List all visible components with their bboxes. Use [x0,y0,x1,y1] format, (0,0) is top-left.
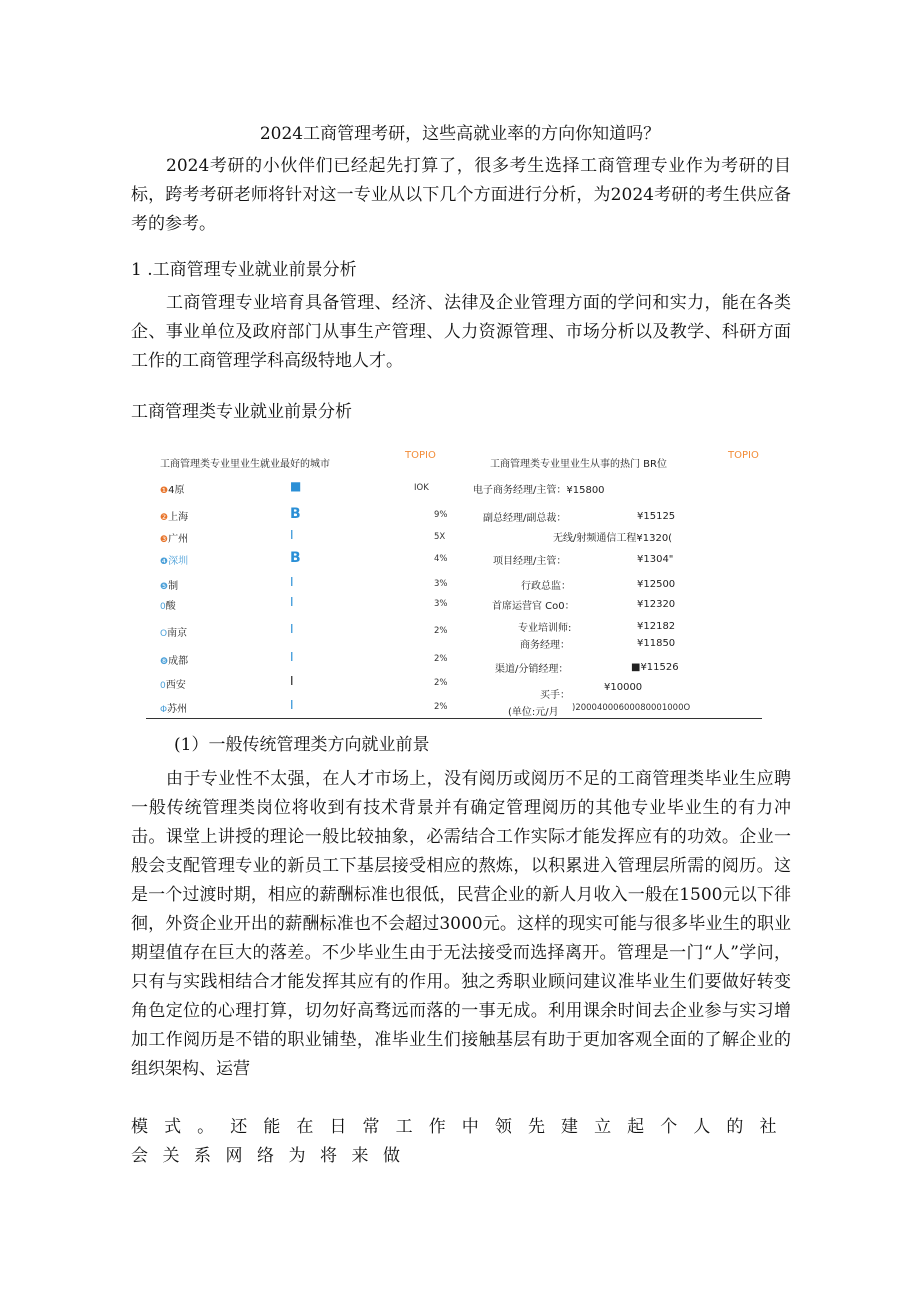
job-name: 项目经理/主管： [493,556,567,567]
city-row-label [160,481,184,496]
job-salary: ■¥11526 [631,662,679,673]
city-bar-mark: B [290,550,301,566]
job-name: 首席运营官 Co0： [492,601,575,612]
job-salary: ¥11850 [637,638,676,649]
city-row-label [160,552,188,567]
city-row-label [160,508,188,523]
job-name: 行政总监： [521,581,571,592]
sub1-heading: (1）一般传统管理类方向就业前景 [174,735,430,755]
city-row-label [160,577,178,592]
city-row-label [160,652,188,667]
city-value-label: 2% [434,702,448,712]
job-chart-top-label: TOPIO [728,450,759,461]
job-salary: ¥15125 [637,511,676,522]
city-bar-mark: ■ [290,479,302,493]
job-name: 商务经理： [520,640,570,651]
job-salary: ¥1320( [636,533,673,544]
city-name: 酸 [165,601,176,612]
section1-heading: 1 .工商管理专业就业前景分析 [131,260,357,280]
city-row-label [160,530,188,545]
job-salary: ¥12182 [637,621,676,632]
job-name: 电子商务经理/主管： [473,485,567,496]
city-bar-mark: I [290,622,294,636]
city-bar-mark: I [290,575,294,589]
intro-paragraph: 2024考研的小伙伴们已经起先打算了，很多考生选择工商管理专业作为考研的目标，跨考考研老师将针对这一专业从以下几个方面进行分析，为2024考研的考生供应备考的参考。 [131,156,791,234]
city-name: 上海 [168,512,189,523]
city-bar-mark: I [290,528,294,542]
city-value-label: 5X [434,532,446,542]
page-title: 2024工商管理考研，这些高就业率的方向你知道吗？ [259,124,661,144]
figure-bottom-rule [146,718,762,719]
city-row-label [160,624,187,639]
city-value-label: 3% [434,599,448,609]
city-bar-mark: I [290,674,294,688]
city-name: 苏州 [167,704,188,715]
rank-marker: ❺ [160,582,169,592]
sub1-paragraph: 由于专业性不太强，在人才市场上，没有阅历或阅历不足的工商管理类毕业生应聘一般传统管理类岗位将收到有技术背景并有确定管理阅历的其他专业毕业生的有力冲击。课堂上讲授的理论一般比较抽象，必需结合工作实际才能发挥应有的功效。企业一般会支配管理专业的新员工下基层接受相应的熬炼，以积累进入管理层所需的阅历。这是一个过渡时期，相应的薪酬标准也很低，民营企业的新人月收入一般在1500元以下徘徊，外资企业开出的薪酬标准也不会超过3000元。这样的现实可能与很多毕业生的职业期望值存在巨大的落差。不少毕业生由于无法接受而选择离开。管理是一门“人”学问，只有与实践相结合才能发挥其应有的作用。独之秀职业顾问建议准毕业生们要做好转变角色定位的心理打算，切勿好高骛远而落的一事无成。利用课余时间去企业参与实习增加工作阅历是不错的职业铺垫，准毕业生们接触基层有助于更加客观全面的了解企业的组织架构、运营 [131,769,791,1079]
rank-marker: ❷ [160,513,169,523]
job-name: 渠道/分销经理： [495,664,569,675]
job-salary: ¥15800 [566,485,605,496]
city-bar-mark: I [290,595,294,609]
city-value-label: IOK [414,483,429,493]
city-value-label: 9% [434,510,448,520]
city-bar-mark: B [290,506,301,522]
city-bar-mark: I [290,698,294,712]
city-value-label: 2% [434,678,448,688]
city-value-label: 4% [434,554,448,564]
job-row [473,481,605,496]
job-salary: ¥12320 [637,599,676,610]
job-chart-title: 工商管理类专业里业生从事的热门 BR位 [490,459,667,470]
figure-caption: 工商管理类专业就业前景分析 [131,402,352,422]
city-bar-mark: I [290,650,294,664]
rank-marker: 0 [160,602,166,612]
rank-marker: ❽ [160,657,169,667]
job-salary: ¥10000 [604,682,643,693]
rank-marker: ❹ [160,557,169,567]
last-line: 模式。还能在日常工作中领先建立起个人的社会关系网络为将来做 [131,1117,791,1166]
job-row [553,529,672,544]
city-name: 4原 [168,485,185,496]
city-name: 南京 [167,628,188,639]
city-name: 西安 [165,680,186,691]
city-row-label [160,700,187,715]
job-salary: ¥12500 [637,579,676,590]
city-name: 深圳 [168,556,189,567]
rank-marker: ❶ [160,486,169,496]
job-chart-axis-ticks: )20004000600080001000O [572,703,691,713]
job-chart-unit-label: (单位:元/月 [508,707,559,718]
rank-marker: 0 [160,681,166,691]
job-name: 无线/射频通信工程 [553,533,637,544]
rank-marker: Φ [160,705,168,715]
section1-paragraph: 工商管理专业培育具备管理、经济、法律及企业管理方面的学问和实力，能在各类企、事业单位及政府部门从事生产管理、人力资源管理、市场分析以及教学、科研方面工作的工商管理学科高级特地人才。 [131,293,791,371]
city-name: 制 [168,581,179,592]
city-value-label: 3% [434,579,448,589]
city-value-label: 2% [434,626,448,636]
city-row-label [160,597,176,612]
rank-marker: ❸ [160,535,169,545]
rank-marker: O [160,629,168,639]
city-chart-top-label: TOPIO [405,450,436,461]
city-name: 成都 [168,656,189,667]
city-row-label [160,676,186,691]
job-salary: ¥1304" [637,554,674,565]
city-chart-title: 工商管理类专业里业生就业最好的城市 [160,459,330,470]
city-value-label: 2% [434,654,448,664]
job-name: 专业培训师: [518,623,572,634]
city-name: 广州 [168,534,189,545]
job-name: 买手： [540,690,570,701]
job-name: 副总经理/副总裁： [483,513,567,524]
